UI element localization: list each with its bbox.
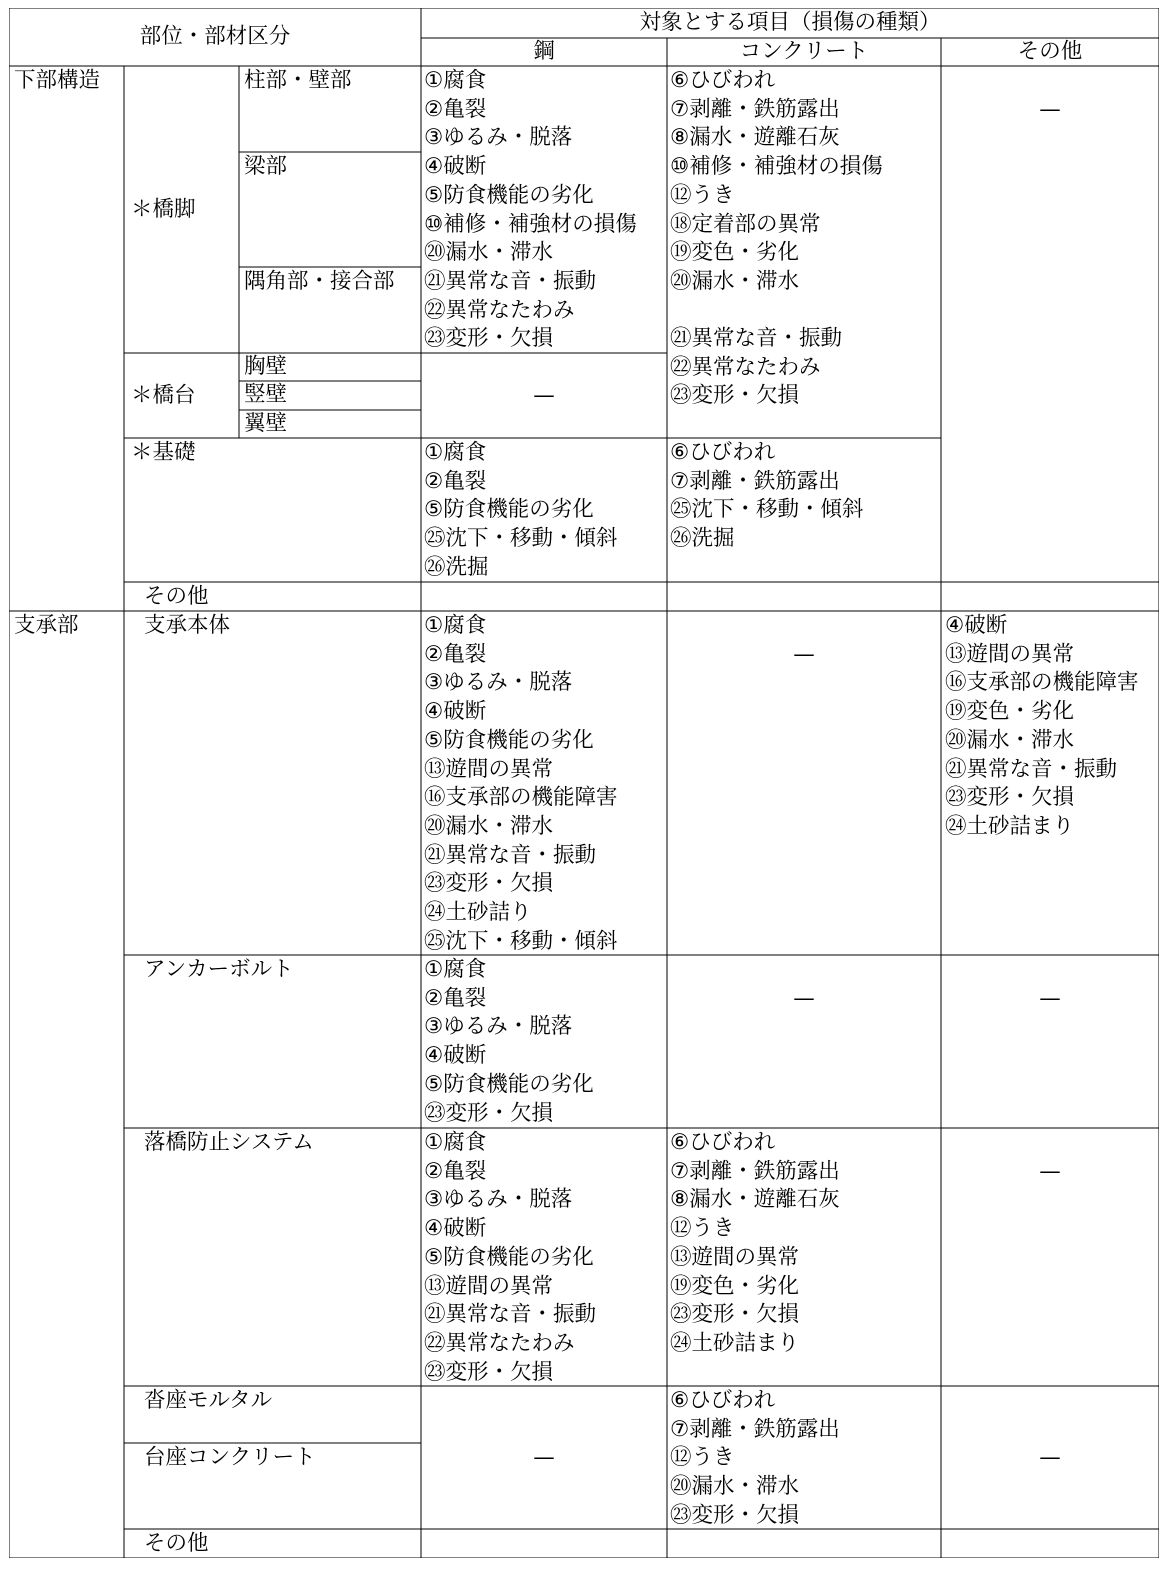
damage-item: ⑦剥離・鉄筋露出 [670,468,840,494]
damage-item: ⑦剥離・鉄筋露出 [670,1416,840,1442]
damage-item: ①腐食 [424,440,487,465]
damage-item: ⑤防食機能の劣化 [424,497,594,523]
damage-item: ④破断 [424,154,487,180]
bearing-other-label: その他 [144,1531,209,1556]
foundation-label: ＊基礎 [131,440,196,465]
damage-item: ⑫うき [670,182,735,208]
pier-beam-label: 梁部 [244,154,288,179]
damage-item: ⑧漏水・遊離石灰 [670,1187,840,1213]
damage-item: ②亀裂 [424,641,487,667]
damage-item: ㉖洗掘 [670,526,735,552]
damage-item: ⑳漏水・滞水 [945,727,1075,753]
damage-item: ⑲変色・劣化 [670,1273,800,1299]
damage-item: ㉓変形・欠損 [424,871,554,897]
damage-item: ①腐食 [424,957,487,982]
damage-item: ㉔土砂詰まり [945,813,1075,839]
damage-item: ㉑異常な音・振動 [670,326,843,351]
bearing-label: 支承部 [14,613,79,638]
damage-item: ⑬遊間の異常 [424,756,554,782]
header-target-items: 対象とする項目（損傷の種類） [639,10,941,35]
damage-item: ⑬遊間の異常 [945,641,1075,667]
header-other: その他 [1017,39,1083,64]
damage-item: ㉔土砂詰まり [670,1330,800,1356]
abutment-wing-label: 翼壁 [244,411,288,436]
damage-item: ④破断 [424,699,487,725]
pedestal-label: 台座コンクリート [144,1445,316,1470]
damage-item: ⑱定着部の異常 [670,211,821,237]
bearing-body-steel-list [424,612,618,956]
damage-item: ④破断 [424,1216,487,1242]
inspection-table [9,8,1159,1558]
abutment-wall-label: 竪壁 [244,382,288,407]
mortar-label: 沓座モルタル [144,1388,273,1413]
damage-item: ㉑異常な音・振動 [424,842,597,868]
damage-item: ㉑異常な音・振動 [424,268,597,294]
damage-item: ⑳漏水・滞水 [424,240,554,266]
damage-item: ⑳漏水・滞水 [670,1474,800,1500]
damage-item: ㉓変形・欠損 [424,326,554,352]
damage-item: ㉒異常なたわみ [424,1330,575,1356]
damage-item: ⑳漏水・滞水 [670,268,800,294]
damage-item: ㉓変形・欠損 [424,1359,554,1385]
mortar-concrete-list [670,1387,840,1531]
damage-item: ②亀裂 [424,468,487,494]
substructure-concrete-list-2 [670,325,842,411]
anchor-other-dash: — [1039,986,1061,1011]
damage-item: ④破断 [945,613,1008,638]
damage-item: ㉕沈下・移動・傾斜 [670,497,864,523]
damage-item: ⑲変色・劣化 [945,699,1075,725]
abutment-label: ＊橋台 [131,383,196,408]
damage-item: ⑫うき [670,1216,735,1242]
header-steel: 鋼 [533,39,555,64]
pier-column-label: 柱部・壁部 [244,68,352,93]
damage-item: ⑯支承部の機能障害 [424,785,618,811]
damage-item: ㉑異常な音・振動 [945,756,1118,782]
fall-prevention-steel-list [424,1129,596,1387]
damage-item: ⑤防食機能の劣化 [424,1071,594,1097]
substructure-other-dash: — [1039,97,1061,122]
damage-item: ④破断 [424,1043,487,1069]
bearing-body-label: 支承本体 [144,613,231,638]
damage-item: ㉔土砂詰り [424,900,532,926]
abutment-steel-dash: — [533,383,555,408]
damage-item: ㉑異常な音・振動 [424,1302,597,1328]
damage-item: ⑧漏水・遊離石灰 [670,125,840,151]
damage-item: ①腐食 [424,613,487,638]
damage-item: ⑥ひびわれ [670,68,776,93]
fall-prevention-concrete-list [670,1129,840,1359]
damage-item: ⑦剥離・鉄筋露出 [670,96,840,122]
damage-item: ㉓変形・欠損 [945,785,1075,811]
damage-item: ㉓変形・欠損 [424,1100,554,1126]
damage-item: ㉒異常なたわみ [424,297,575,323]
damage-item: ③ゆるみ・脱落 [424,1187,573,1213]
damage-item: ⑳漏水・滞水 [424,813,554,839]
damage-item: ㉓変形・欠損 [670,1302,800,1328]
damage-item: ㉕沈下・移動・傾斜 [424,928,618,954]
damage-item: ㉓変形・欠損 [670,383,800,409]
damage-item: ①腐食 [424,68,487,93]
damage-item: ㉓変形・欠損 [670,1502,800,1528]
damage-item: ㉒異常なたわみ [670,354,821,380]
anchor-concrete-dash: — [793,986,815,1011]
bearing-body-concrete-dash: — [793,642,815,667]
fall-prevention-other-dash: — [1039,1159,1061,1184]
anchor-steel-list [424,956,594,1128]
damage-item: ⑥ひびわれ [670,1130,776,1155]
damage-item: ⑩補修・補強材の損傷 [424,211,637,237]
damage-item: ㉕沈下・移動・傾斜 [424,526,618,552]
damage-item: ⑯支承部の機能障害 [945,670,1139,696]
anchor-bolt-label: アンカーボルト [144,957,294,982]
foundation-concrete-list [670,439,864,554]
mortar-other-dash: — [1039,1445,1061,1470]
damage-item: ⑬遊間の異常 [670,1244,800,1270]
damage-item: ②亀裂 [424,1158,487,1184]
damage-item: ⑦剥離・鉄筋露出 [670,1158,840,1184]
damage-item: ⑩補修・補強材の損傷 [670,154,883,180]
damage-item: ⑤防食機能の劣化 [424,1244,594,1270]
damage-item: ②亀裂 [424,985,487,1011]
fall-prevention-label: 落橋防止システム [144,1130,314,1155]
pier-label: ＊橋脚 [131,197,196,222]
damage-item: ①腐食 [424,1130,487,1155]
substructure-other-label: その他 [144,584,209,609]
abutment-parapet-label: 胸壁 [244,354,288,379]
damage-item: ⑤防食機能の劣化 [424,182,594,208]
damage-item: ⑥ひびわれ [670,1388,776,1413]
damage-item: ⑫うき [670,1445,735,1471]
damage-item: ②亀裂 [424,96,487,122]
damage-item: ③ゆるみ・脱落 [424,670,573,696]
damage-item: ③ゆるみ・脱落 [424,125,573,151]
damage-item: ⑤防食機能の劣化 [424,727,594,753]
damage-item: ⑥ひびわれ [670,440,776,465]
mortar-steel-dash: — [533,1445,555,1470]
damage-item: ⑲変色・劣化 [670,240,800,266]
substructure-concrete-list [670,67,883,297]
pier-steel-list [424,67,637,354]
pier-corner-label: 隅角部・接合部 [244,269,395,294]
damage-item: ⑬遊間の異常 [424,1273,554,1299]
damage-item: ③ゆるみ・脱落 [424,1014,573,1040]
substructure-label: 下部構造 [14,68,101,93]
bearing-body-other-list [945,612,1139,842]
header-part-division: 部位・部材区分 [139,24,291,49]
damage-item: ㉖洗掘 [424,554,489,580]
foundation-steel-list [424,439,618,583]
header-concrete: コンクリート [739,39,869,64]
